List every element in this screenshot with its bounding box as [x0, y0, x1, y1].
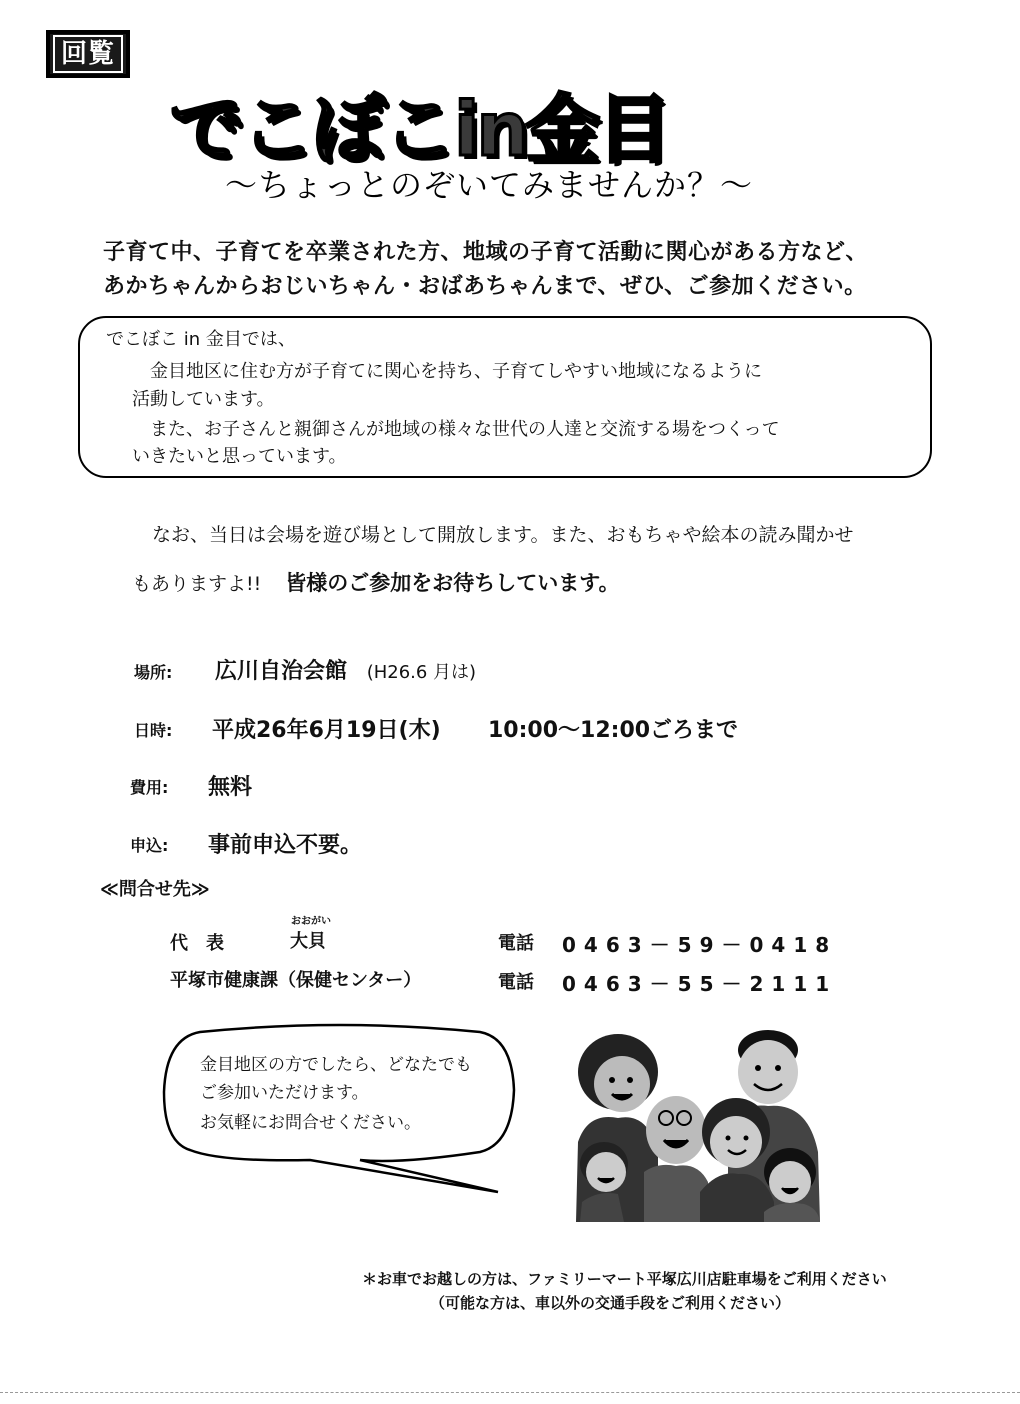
apply-label: 申込:	[130, 836, 169, 855]
fee-value: 無料	[208, 775, 253, 800]
org-phone-label: 電話	[498, 972, 534, 993]
rep-phone-label: 電話	[498, 933, 534, 954]
transport-note: （可能な方は、車以外の交通手段をご利用ください）	[430, 1294, 791, 1312]
org-phone: 0463－55－2111	[562, 972, 838, 996]
family-illustration	[568, 1022, 828, 1232]
notice-highlight: 皆様のご参加をお待ちしています。	[285, 571, 620, 595]
rep-name: 大貝	[290, 931, 326, 952]
rep-name-ruby: おおがい	[291, 916, 331, 927]
family-group-icon	[576, 1030, 820, 1222]
date-value: 平成26年6月19日(木)	[212, 718, 441, 743]
info-line: いきたいと思っています。	[132, 446, 347, 467]
info-line: でこぼこ in 金目では、	[106, 329, 296, 350]
place-value: 広川自治会館	[215, 659, 348, 684]
place-label: 場所:	[134, 663, 173, 682]
rep-label: 代 表	[170, 933, 224, 954]
apply-value: 事前申込不要。	[208, 833, 363, 858]
fee-label: 費用:	[130, 778, 169, 797]
notice-line-2	[132, 567, 620, 597]
contact-heading: ≪問合せ先≫	[100, 879, 210, 900]
parking-note: ＊お車でお越しの方は、ファミリーマート平塚広川店駐車場をご利用ください	[362, 1270, 887, 1288]
date-label: 日時:	[134, 721, 173, 740]
intro-line: あかちゃんからおじいちゃん・おばあちゃんまで、ぜひ、ご参加ください。	[103, 274, 867, 299]
info-line: 活動しています。	[132, 389, 275, 410]
time-value: 10:00～12:00ごろまで	[488, 718, 739, 743]
bubble-line: ご参加いただけます。	[200, 1083, 369, 1103]
org-name: 平塚市健康課（保健センター）	[170, 970, 422, 991]
place-note: (H26.6 月は)	[366, 662, 477, 683]
intro-line: 子育て中、子育てを卒業された方、地域の子育て活動に関心がある方など、	[103, 240, 869, 265]
info-line: また、お子さんと親御さんが地域の様々な世代の人達と交流する場をつくって	[150, 419, 780, 440]
rep-phone: 0463－59－0418	[562, 933, 838, 957]
stamp-label: 回覧	[53, 35, 123, 73]
event-subtitle: ～ちょっとのぞいてみませんか？～	[225, 166, 754, 204]
notice-line: なお、当日は会場を遊び場として開放します。また、おもちゃや絵本の読み聞かせ	[152, 524, 854, 546]
place-value-row	[215, 654, 476, 685]
event-title: でこぼこin金目	[170, 87, 669, 173]
kairan-stamp	[46, 30, 130, 78]
bottom-divider	[0, 1392, 1020, 1393]
intro-text	[103, 236, 963, 304]
bubble-line: お気軽にお問合せください。	[200, 1113, 421, 1133]
info-line: 金目地区に住む方が子育てに関心を持ち、子育てしやすい地域になるように	[150, 361, 762, 382]
bubble-line: 金目地区の方でしたら、どなたでも	[200, 1055, 472, 1075]
notice-text: もありますよ!!	[132, 573, 262, 595]
